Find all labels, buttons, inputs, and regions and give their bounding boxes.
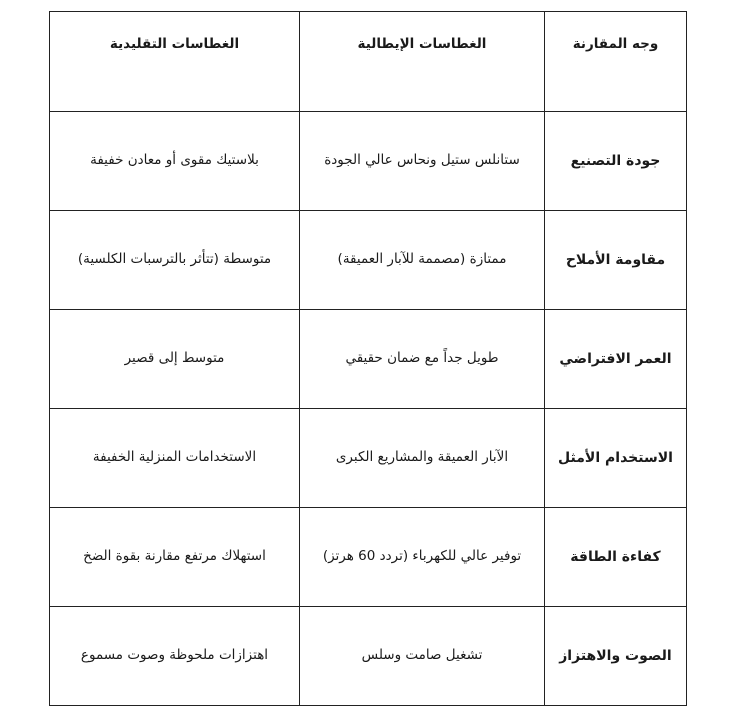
cell-traditional: متوسطة (تتأثر بالترسبات الكلسية) <box>50 211 300 310</box>
table-row <box>50 508 687 607</box>
row-aspect: كفاءة الطاقة <box>545 508 687 607</box>
table-row <box>50 607 687 706</box>
header-row <box>50 12 687 112</box>
cell-traditional: الاستخدامات المنزلية الخفيفة <box>50 409 300 508</box>
table-row <box>50 310 687 409</box>
header-traditional: الغطاسات التقليدية <box>50 12 300 112</box>
comparison-table <box>49 11 687 706</box>
cell-italian: ستانلس ستيل ونحاس عالي الجودة <box>300 112 545 211</box>
table-row <box>50 112 687 211</box>
cell-italian: طويل جداً مع ضمان حقيقي <box>300 310 545 409</box>
row-aspect: جودة التصنيع <box>545 112 687 211</box>
cell-italian: توفير عالي للكهرباء (تردد 60 هرتز) <box>300 508 545 607</box>
cell-italian: الآبار العميقة والمشاريع الكبرى <box>300 409 545 508</box>
cell-italian: تشغيل صامت وسلس <box>300 607 545 706</box>
cell-traditional: بلاستيك مقوى أو معادن خفيفة <box>50 112 300 211</box>
row-aspect: الصوت والاهتزاز <box>545 607 687 706</box>
row-aspect: العمر الافتراضي <box>545 310 687 409</box>
cell-traditional: متوسط إلى قصير <box>50 310 300 409</box>
row-aspect: مقاومة الأملاح <box>545 211 687 310</box>
table-row <box>50 211 687 310</box>
table-row <box>50 409 687 508</box>
cell-traditional: استهلاك مرتفع مقارنة بقوة الضخ <box>50 508 300 607</box>
cell-traditional: اهتزازات ملحوظة وصوت مسموع <box>50 607 300 706</box>
header-aspect: وجه المقارنة <box>545 12 687 112</box>
row-aspect: الاستخدام الأمثل <box>545 409 687 508</box>
cell-italian: ممتازة (مصممة للآبار العميقة) <box>300 211 545 310</box>
header-italian: الغطاسات الإيطالية <box>300 12 545 112</box>
